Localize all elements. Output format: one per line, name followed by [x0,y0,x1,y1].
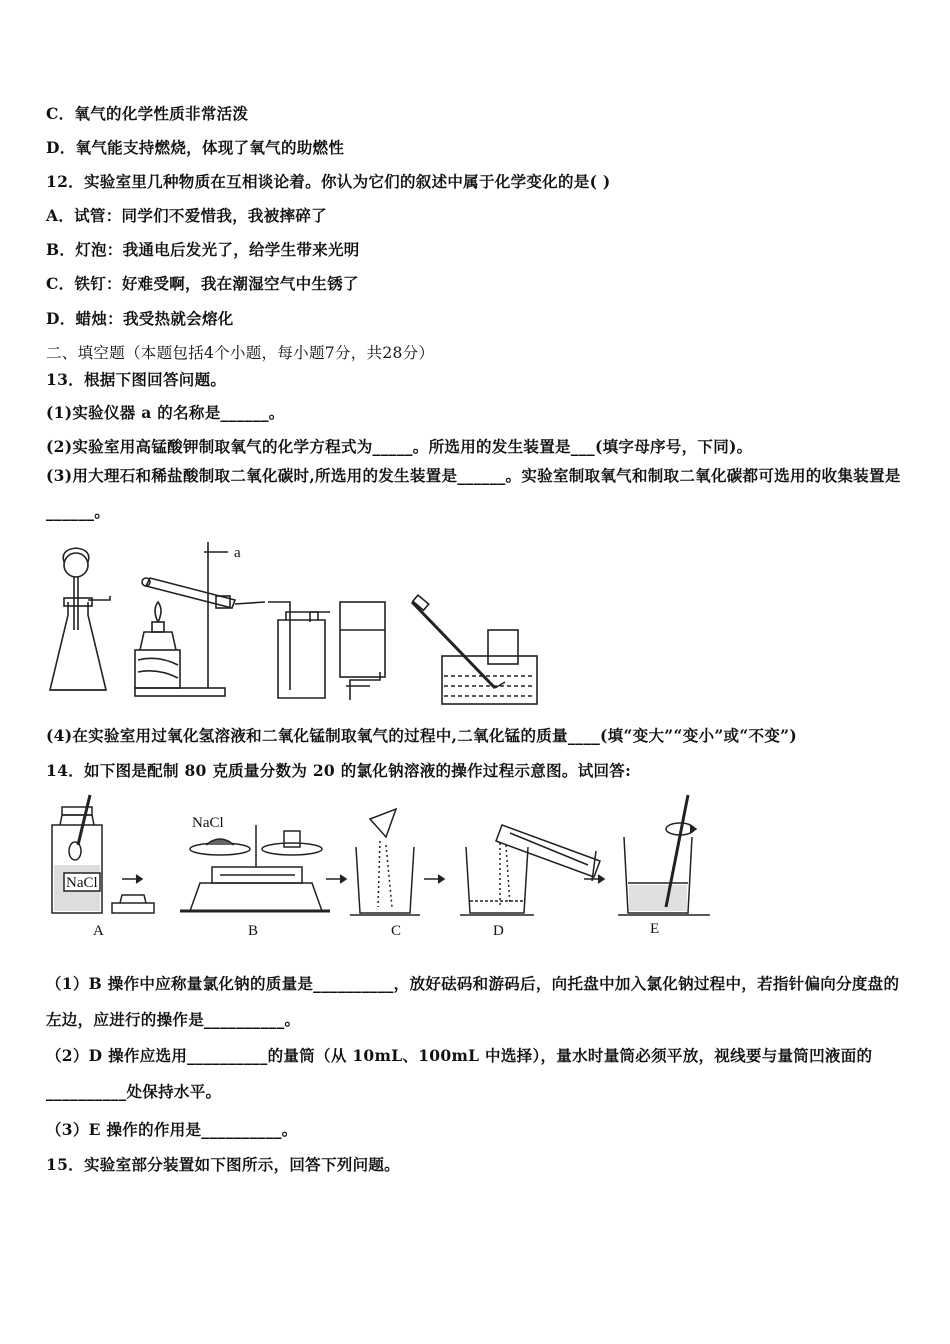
apparatus-d-collector [340,602,385,700]
label-d: D [493,923,504,939]
q14-part2: （2）D 操作应选用__________的量筒（从 10mL、100mL 中选择），量水时量筒必须平放，视线要与量筒凹液面的__________处保持水平。 [46,1046,873,1101]
apparatus-b-heating [135,542,265,696]
q11-option-c: C．氧气的化学性质非常活泼 [46,104,249,123]
step-e-stirring [618,795,710,915]
q14-operation-figure [40,785,750,945]
q13-stem: 13．根据下图回答问题。 [46,370,227,389]
apparatus-c-bottle [268,602,330,698]
q13-part1: (1)实验仪器 a 的名称是______。 [46,403,285,422]
q15-stem: 15．实验室部分装置如下图所示，回答下列问题。 [46,1155,400,1174]
q12-option-d: D．蜡烛：我受热就会熔化 [46,309,234,328]
q12-option-a: A．试管：同学们不爱惜我，我被摔碎了 [46,206,327,225]
apparatus-a-flask [50,548,110,690]
label-e: E [650,921,660,937]
q12-option-b: B．灯泡：我通电后发光了，给学生带来光明 [46,240,360,259]
section-title: 二、填空题（本题包括4个小题，每小题7分，共28分） [46,344,435,362]
q12-stem: 12．实验室里几种物质在互相谈论着。你认为它们的叙述中属于化学变化的是( ) [46,172,611,191]
nacl-label-a: NaCl [66,875,98,891]
q14-part1: （1）B 操作中应称量氯化钠的质量是__________，放好砝码和游码后，向托盘中加入氯化钠过程中，若指针偏向分度盘的左边，应进行的操作是__________。 [46,974,900,1029]
q12-option-c: C．铁钉：好难受啊，我在潮湿空气中生锈了 [46,274,359,293]
q14-part3: （3）E 操作的作用是__________。 [46,1120,298,1139]
step-b-balance [180,815,346,911]
apparatus-e-trough [412,595,537,704]
nacl-label-b: NaCl [192,815,224,831]
q13-part2: (2)实验室用高锰酸钾制取氧气的化学方程式为_____。所选用的发生装置是___(填字母序号，下同)。 [46,437,753,456]
label-a: A [93,923,104,939]
label-a: a [234,545,241,561]
step-c-beaker [350,809,444,915]
step-d-pouring [460,825,604,915]
q14-stem: 14．如下图是配制 80 克质量分数为 20 的氯化钠溶液的操作过程示意图。试回答: [46,761,632,780]
label-b: B [248,923,259,939]
q13-part3: (3)用大理石和稀盐酸制取二氧化碳时,所选用的发生装置是______。实验室制取氧气和制取二氧化碳都可选用的收集装置是______。 [46,466,901,521]
q13-apparatus-figure [40,540,550,710]
step-a-bottle [52,795,154,913]
label-c: C [391,923,402,939]
q11-option-d: D．氧气能支持燃烧，体现了氧气的助燃性 [46,138,345,157]
q13-part4: (4)在实验室用过氧化氢溶液和二氧化锰制取氧气的过程中,二氧化锰的质量____(填“变大”“变小”或“不变”) [46,726,798,745]
